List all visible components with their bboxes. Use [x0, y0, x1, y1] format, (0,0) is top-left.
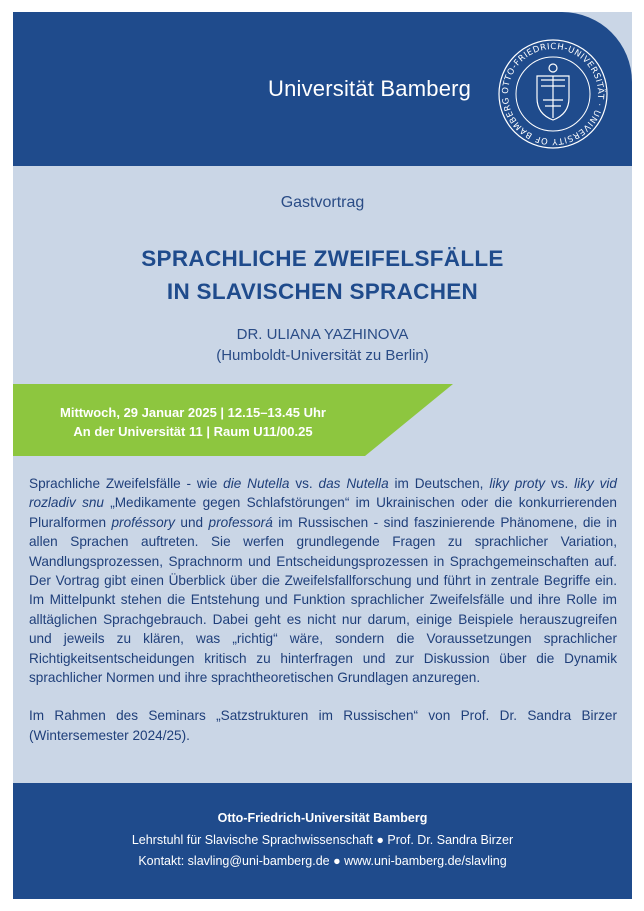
- date-location-block: [13, 403, 373, 441]
- example-term: das Nutella: [318, 476, 389, 491]
- speaker-block: [13, 324, 632, 366]
- abstract: [29, 474, 617, 764]
- lecture-title-line-1: SPRACHLICHE ZWEIFELSFÄLLE: [141, 246, 504, 271]
- example-term: professorá: [208, 514, 273, 530]
- text-run: „Medikamente gegen Schlafstörungen“ im Ukrainischen oder die konkurrierenden Pluralformen: [29, 495, 617, 530]
- example-term: die Nutella: [223, 476, 290, 491]
- text-run: im Deutschen,: [388, 476, 490, 491]
- text-run: vs.: [545, 476, 575, 491]
- event-date-time: Mittwoch, 29 Januar 2025 | 12.15–13.45 Uhr: [60, 405, 326, 420]
- speaker-affiliation: (Humboldt-Universität zu Berlin): [216, 347, 429, 364]
- speaker-name: DR. ULIANA YAZHINOVA: [236, 326, 409, 343]
- text-run: Sprachliche Zweifelsfälle - wie: [29, 476, 224, 491]
- footer-chair: Lehrstuhl für Slavische Sprachwissenschaft ● Prof. Dr. Sandra Birzer: [131, 833, 514, 847]
- text-run: und: [174, 514, 209, 530]
- lecture-title-line-2: IN SLAVISCHEN SPRACHEN: [166, 279, 479, 304]
- footer-institution: Otto-Friedrich-Universität Bamberg: [217, 811, 428, 825]
- header-banner: [13, 12, 632, 166]
- abstract-paragraph: [29, 474, 617, 687]
- footer: [13, 783, 632, 899]
- university-name: Universität Bamberg: [268, 76, 472, 101]
- text-run: vs.: [289, 476, 319, 491]
- example-term: liky vid rozladiv snu: [29, 476, 617, 511]
- event-type: Gastvortrag: [280, 194, 365, 211]
- university-seal-icon: [497, 38, 609, 150]
- footer-contact: Kontakt: slavling@uni-bamberg.de ● www.uni-bamberg.de/slavling: [138, 854, 507, 868]
- event-location: An der Universität 11 | Raum U11/00.25: [73, 424, 313, 439]
- seal-lettering: OTTO-FRIEDRICH-UNIVERSITÄT · UNIVERSITY OF BAMBERG: [500, 41, 606, 147]
- example-term: proféssory: [111, 514, 175, 530]
- poster: [13, 12, 632, 899]
- text-run: im Russischen - sind faszinierende Phänomene, die in allen Sprachen auftreten. Sie werfen grundlegende Fragen zu sprachlicher Variation, Wandlungsprozessen, Sprachnorm und Entscheidungsprozessen in Sprachgemeinschaften auf. Der Vortrag gibt einen Überblick über die Zweifelsfallforschung und führt in zentrale Begriffe ein. Im Mittelpunkt stehen die Entstehung und Funktion sprachlicher Zweifelsfälle und ihre Rolle im alltäglichen Sprachgebrauch. Dabei geht es nicht nur darum, einige Beispiele herauszugreifen und jeweils zu klären, was „richtig“ wäre, sondern die Voraussetzungen sprachlicher Richtigkeitsentscheidungen kritisch zu hinterfragen und zur Diskussion über die Dynamik sprachlicher Normen und ihre sprachtheoretischen Grundlagen anzuregen.: [29, 514, 617, 686]
- seminar-note: Im Rahmen des Seminars „Satzstrukturen im Russischen“ von Prof. Dr. Sandra Birzer (Wintersemester 2024/25).: [29, 708, 617, 743]
- example-term: liky proty: [489, 476, 546, 491]
- lecture-title: [13, 242, 632, 308]
